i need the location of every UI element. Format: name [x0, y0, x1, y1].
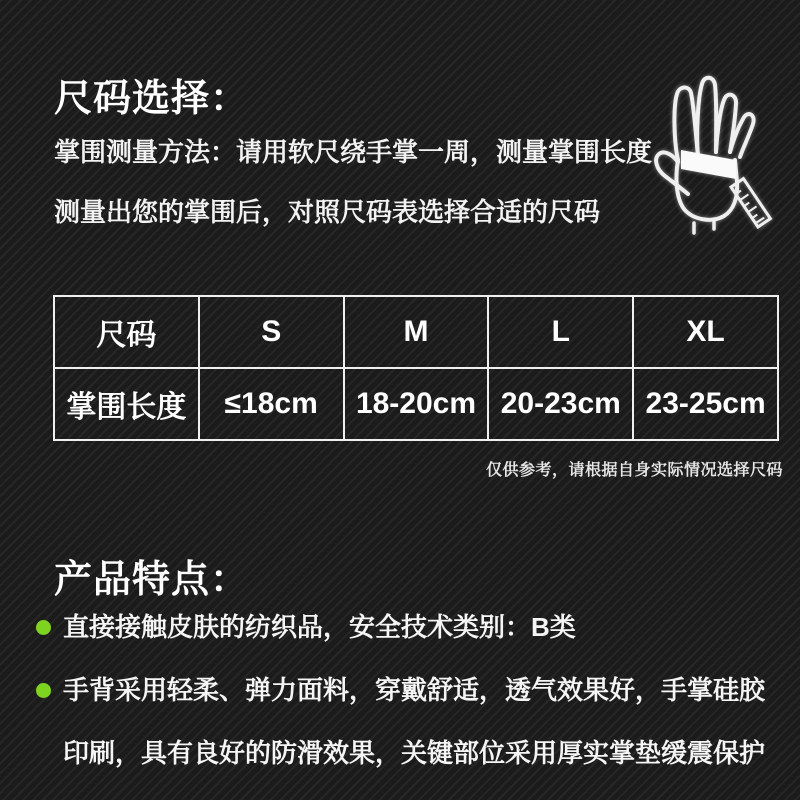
- features-section-title: 产品特点：: [54, 558, 250, 601]
- bullet-dot-icon: [36, 683, 51, 698]
- table-header-cell-size: 尺码: [54, 296, 199, 368]
- row-label-palm-length: 掌围长度: [54, 368, 199, 440]
- feature-text: 手背采用轻柔、弹力面料，穿戴舒适，透气效果好，手掌硅胶印刷，具有良好的防滑效果，关键部位采用厚实掌垫缓震保护: [63, 675, 766, 768]
- bullet-dot-icon: [36, 620, 51, 635]
- table-header-cell-xl: XL: [633, 296, 778, 368]
- table-header-cell-s: S: [199, 296, 344, 368]
- list-item: [36, 659, 776, 785]
- value-cell-s: ≤18cm: [199, 368, 344, 440]
- list-item: [36, 596, 776, 659]
- table-header-cell-m: M: [344, 296, 489, 368]
- size-section-title: 尺码选择：: [54, 78, 250, 121]
- measure-instruction-line-1: 掌围测量方法：请用软尺绕手掌一周，测量掌围长度: [54, 137, 653, 167]
- size-reference-note: 仅供参考，请根据自身实际情况选择尺码: [485, 462, 783, 479]
- size-table-value-row: [54, 368, 778, 440]
- hand-measure-icon: [648, 62, 780, 240]
- size-table: [53, 295, 779, 441]
- table-header-cell-l: L: [488, 296, 633, 368]
- features-list: [36, 596, 776, 785]
- tape-band: [681, 150, 736, 179]
- feature-text: 直接接触皮肤的纺织品，安全技术类别：B类: [63, 612, 576, 642]
- size-table-header-row: [54, 296, 778, 368]
- measure-instruction-line-2: 测量出您的掌围后，对照尺码表选择合适的尺码: [54, 197, 601, 227]
- measure-instructions: [54, 122, 714, 242]
- value-cell-m: 18-20cm: [344, 368, 489, 440]
- value-cell-xl: 23-25cm: [633, 368, 778, 440]
- value-cell-l: 20-23cm: [488, 368, 633, 440]
